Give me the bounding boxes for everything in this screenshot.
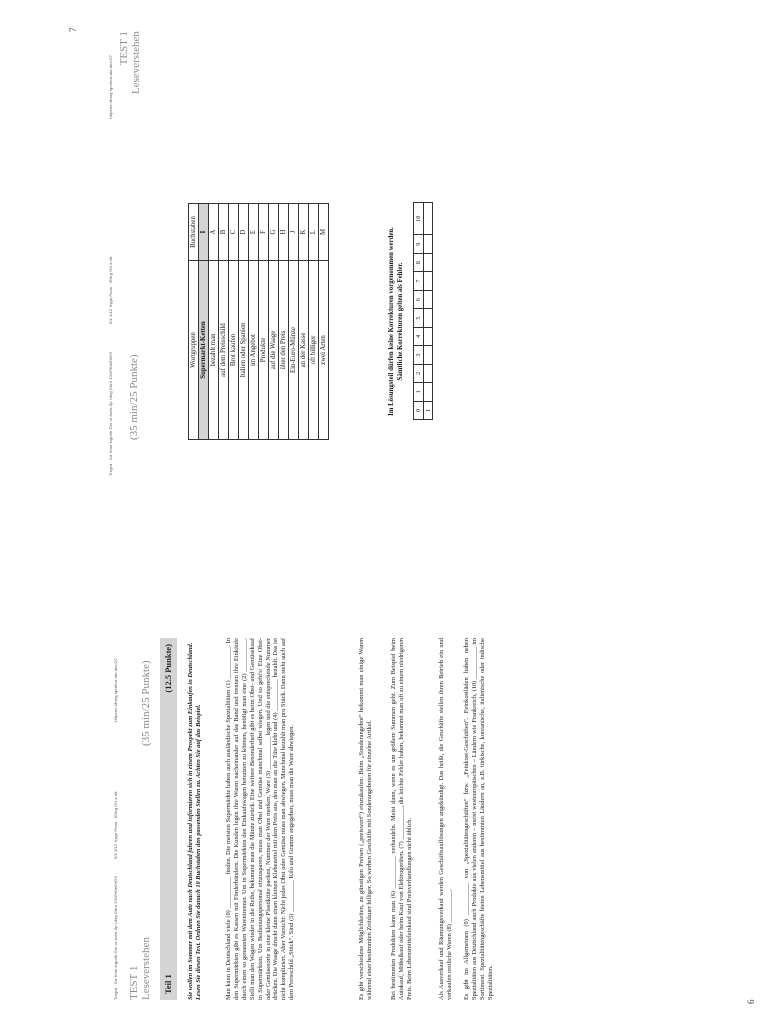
teil-heading-bar xyxy=(160,638,177,1000)
test-subtitle: Leseverstehen xyxy=(140,937,152,1000)
example-text: Supermarkt-Ketten xyxy=(199,261,209,440)
answer-cell[interactable] xyxy=(424,290,433,308)
row-text: oft billiger xyxy=(309,261,319,440)
row-text: über den Preis xyxy=(279,261,289,440)
page-number-left: 6 xyxy=(746,999,756,1004)
word-table-row xyxy=(249,204,259,440)
word-table-row xyxy=(299,204,309,440)
print-header-right-right-page: Hltperio-Mmrg Igerlhur-atu.dnv.O7 xyxy=(108,55,113,119)
row-text: Ein-Euro-Münze xyxy=(289,261,299,440)
test-subtitle: Leseverstehen xyxy=(130,31,142,94)
paragraph-4: Als Ausverkauf und Räumungsverkauf werden Geschäftsauflösungen angekündigt. Das heißt, die Geschäfte stellen ihren Betrieb ein und verkaufen restliche Waren (8) __________. xyxy=(438,638,453,1000)
row-letter: J xyxy=(289,204,299,261)
paragraph-1: Man kann in Deutschland viele (0) __________ finden. Die meisten Supermärkte haben auch ausländische Spezialitäten (1) __________. In den Supermärkten gibt es Kassen mit Förderbändern. Die Kunden legen ihre Waren nacheinander auf das Band und trennen ihre Einkäufe durch einen so genannten Warentrenner. Um in Supermärkten den Einkaufswagen benutzen zu können, benötigt man eine (2) __________. Stellt man den Wagen wieder in die Reihe, bekommt man die Münze zurück. Eine weitere Besonderheit gibt es beim Obst- und Gemüsekauf in Supermärkten. Um Bedienungspersonal einzusparen, muss man Obst und Gemüse manchmal selbst wiegen. Und so geht's: Eine Obst- oder Gemüsesorte in eine kleine Plastiktüte packen, Nummer der Ware merken, Ware (3) __________ legen und die entsprechende Nummer drücken. Die Waage druckt dann einen kleinen Klebezettel mit dem Preis aus, den man an die Tüte klebt und (4) __________ bezahlt. Das ist nicht kompliziert. Aber Vorsicht: Nicht jedes Obst oder Gemüse muss man abwiegen. Manchmal bezahlt man pro Stück. Dann steht auch auf dem Preisschild „Stück“. Sind (5) __________ Kilo und Gramm angegeben, muss man die Ware abwiegen. xyxy=(225,638,296,1000)
answer-number: 2 xyxy=(414,364,424,382)
correction-warning xyxy=(388,203,405,440)
warning-line-2: Sämtliche Korrekturen gelten als Fehler. xyxy=(396,262,404,381)
answer-grid-numbers xyxy=(414,203,424,420)
print-header-right: Hltperio-Mmrg Igerlhur-atu.dnv.O7 xyxy=(113,658,118,722)
task-instructions: Sie wollen im Sommer mit dem Auto nach Deutschland fahren und informieren sich in einem Prospekt zum Einkaufen in Deutschland. Lesen Sie diesen Text. Ordnen Sie danach 10 Buchstaben den passenden Stellen zu. Achten Sie auf das Beispiel. xyxy=(187,642,202,1000)
row-letter: L xyxy=(309,204,319,261)
word-table-row xyxy=(269,204,279,440)
word-table-header xyxy=(189,204,199,440)
test-title: TEST 1 xyxy=(118,31,130,66)
teil-title: Teil 1 xyxy=(163,974,173,994)
word-table-row xyxy=(279,204,289,440)
answer-cell[interactable] xyxy=(424,272,433,290)
paragraph-2: Es gibt verschiedene Möglichkeiten, zu günstigen Preisen („preiswert“) einzukaufen: Beim „Sonderangebot“ bekommt man einige Waren während einer bestimmten Zeitdauer billiger. So werben Geschäfte mit Sonderangeboten für einzelne Artikel. xyxy=(358,638,373,1000)
row-letter: A xyxy=(209,204,219,261)
word-table-row xyxy=(259,204,269,440)
print-header-mid-right-page: 5/1 1/12 Nyga Pnan · IEhrg Gtr a rfk xyxy=(108,256,113,324)
teil-points: (12.5 Punkte) xyxy=(163,644,173,693)
points-label-left: (35 min/25 Punkte) xyxy=(140,660,152,746)
word-table-row xyxy=(229,204,239,440)
answer-cell[interactable] xyxy=(424,235,433,253)
row-text: bezahlt man xyxy=(209,261,219,440)
row-letter: E xyxy=(249,204,259,261)
answer-number: 5 xyxy=(414,309,424,327)
word-table-row xyxy=(319,204,329,440)
row-text: Brot kaufen xyxy=(229,261,239,440)
row-text: auf dem Preisschild xyxy=(219,261,229,440)
answer-number: 4 xyxy=(414,327,424,345)
word-table-row xyxy=(239,204,249,440)
row-letter: D xyxy=(239,204,249,261)
answer-cell[interactable] xyxy=(424,346,433,364)
answer-number: 8 xyxy=(414,253,424,271)
answer-cell[interactable] xyxy=(424,203,433,235)
answer-number: 7 xyxy=(414,272,424,290)
header-buchstaben: Buchstaben xyxy=(189,204,199,261)
word-table-row xyxy=(209,204,219,440)
test-title: TEST 1 xyxy=(128,965,140,1000)
answer-number: 9 xyxy=(414,235,424,253)
points-label-right: (35 min/25 Punkte) xyxy=(128,354,140,440)
answer-cell[interactable] xyxy=(424,383,433,401)
answer-number: 3 xyxy=(414,346,424,364)
row-letter: G xyxy=(269,204,279,261)
row-letter: M xyxy=(319,204,329,261)
answer-grid-answers xyxy=(424,203,433,420)
example-letter: I xyxy=(199,204,209,261)
row-letter: H xyxy=(279,204,289,261)
page-number-right: 7 xyxy=(68,27,78,32)
warning-line-1: Im Lösungsteil dürfen keine Korrekturen vorgenommen werden. xyxy=(388,227,395,416)
row-text: Italien oder Spanien xyxy=(239,261,249,440)
row-text: im Angebot xyxy=(249,261,259,440)
row-letter: C xyxy=(229,204,239,261)
row-letter: B xyxy=(219,204,229,261)
row-letter: F xyxy=(259,204,269,261)
paragraph-3: Bei bestimmten Produkten kann man (6) __________ verhandeln. Meist dann, wenn es um größere Summen geht. Zum Beispiel beim Autokauf, Möbelkauf oder beim Kauf von Elektrogeräten. (7) __________, die leichte Fehler haben, bekommt man oft zu einem niedrigeren Preis. Beim Lebensmitteleinkauf sind Preisverhandlungen nicht üblich. xyxy=(390,638,413,1000)
word-group-table xyxy=(188,203,329,440)
answer-number: 6 xyxy=(414,290,424,308)
answer-number: 10 xyxy=(414,203,424,235)
word-table-row xyxy=(289,204,299,440)
word-table-row xyxy=(309,204,319,440)
answer-grid xyxy=(413,202,433,420)
print-header-mid: 5/1 1/12 Nyga Pnan · IEhrg Gtr a rfk xyxy=(113,791,118,859)
answer-number: 0 xyxy=(414,401,424,419)
row-text: zwei Arten xyxy=(319,261,329,440)
row-text: auf die Waage xyxy=(269,261,279,440)
row-text: Produkte xyxy=(259,261,269,440)
paragraph-5: Es gibt im Allgemeinen (9) __________ von „Spezialitätengeschäften“ bzw. „Feinkost-Geschäften“. Feinkostläden haben neben Spezialitäten aus Deutschland auch Produkte aus vielen anderen – meist westeuropäischen – Ländern wie Frankreich, (10) __________ im Sortiment. Spezialitätengeschäfte bieten Lebensmittel aus bestimmten Ländern an, z.B. türkische, koreanische, italienische oder indische Spezialitäten. xyxy=(463,638,494,1000)
print-header-left: Tregrd · Da Hom ingrolh Oro or Autrl-Sp Ukrg Gitrn 10W%0eErEIS xyxy=(113,875,118,1000)
test-title-right xyxy=(118,31,142,94)
test-title-left xyxy=(128,937,152,1000)
row-letter: K xyxy=(299,204,309,261)
answer-cell[interactable] xyxy=(424,327,433,345)
row-text: an der Kasse xyxy=(299,261,309,440)
answer-number: 1 xyxy=(414,383,424,401)
print-header-left-right-page: Tregrd · Da Hom ingrolh Oro or Autrl-Sp Ukrg Gitrn 10W%0eErEIS xyxy=(108,351,113,476)
header-wortgruppen: Wortgruppen xyxy=(189,261,199,440)
answer-cell-example: I xyxy=(424,401,433,419)
answer-cell[interactable] xyxy=(424,364,433,382)
answer-cell[interactable] xyxy=(424,253,433,271)
word-table-row xyxy=(219,204,229,440)
word-table-example-row xyxy=(199,204,209,440)
answer-cell[interactable] xyxy=(424,309,433,327)
